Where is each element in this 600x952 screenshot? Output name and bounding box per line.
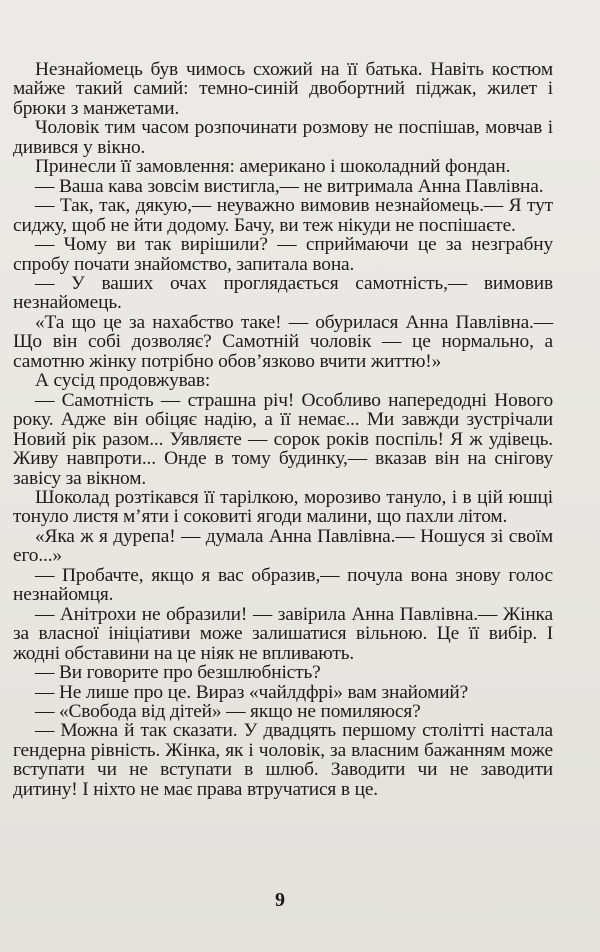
dialogue-line: — Анітрохи не образили! — завірила Анна Павлівна.— Жінка за власної ініціативи може залишатися вільною. Це її вибір. І жодні обставини на це ніяк не впливають. xyxy=(13,603,553,664)
paragraph: Незнайомець був чимось схожий на її батька. Навіть костюм майже такий самий: темно-синій двобортний піджак, жилет і брюки з манжетами. xyxy=(13,59,553,119)
dialogue-line: — Чому ви так вирішили? — сприймаючи це за незграбну спробу почати знайомство, запитала вона. xyxy=(13,234,553,275)
dialogue-line: — Так, так, дякую,— неуважно вимовив незнайомець.— Я тут сиджу, щоб не йти додому. Бачу, ви теж нікуди не поспішаєте. xyxy=(13,195,553,236)
paragraph: Принесли її замовлення: американо і шоколадний фондан. xyxy=(35,156,511,178)
dialogue-line: — Ваша кава зовсім вистигла,— не витримала Анна Павлівна. xyxy=(35,175,544,197)
dialogue-line: — Пробачте, якщо я вас образив,— почула вона знову голос незнайомця. xyxy=(13,564,553,606)
page-number: 9 xyxy=(275,889,285,911)
paragraph: Чоловік тим часом розпочинати розмову не поспішав, мовчав і дивився у вікно. xyxy=(13,117,553,158)
dialogue-line: — Не лише про це. Вираз «чайлдфрі» вам знайомий? xyxy=(35,681,469,703)
dialogue-line: — «Свобода від дітей» — якщо не помиляюся? xyxy=(35,700,421,722)
dialogue-line: — Ви говорите про безшлюбність? xyxy=(35,662,321,684)
dialogue-line: — Самотність — страшна річ! Особливо напередодні Нового року. Адже він обіцяє надію, а її немає... Ми завжди зустрічали Новий рік разом... Уявляєте — сорок років поспіль! Я ж удівець. Живу навпроти... Онде в тому будинку,— вказав він на снігову завісу за вікном. xyxy=(13,389,553,489)
paragraph: Шоколад розтікався її тарілкою, морозиво тануло, і в цій юшці тонуло листя м’яти і соковиті ягоди малини, що пахли літом. xyxy=(13,486,553,528)
dialogue-line: — Можна й так сказати. У двадцять першому столітті настала гендерна рівність. Жінка, як і чоловік, за власним бажанням може вступати чи не вступати в шлюб. Заводити чи не заводити дитину! І ніхто не має права втручатися в це. xyxy=(13,720,553,800)
paragraph: А сусід продовжував: xyxy=(35,370,211,392)
book-page-body xyxy=(13,60,553,799)
inner-thought: «Яка ж я дурепа! — думала Анна Павлівна.— Ношуся зі своїм его...» xyxy=(13,525,553,567)
dialogue-line: — У ваших очах проглядається самотність,— вимовив незнайомець. xyxy=(13,272,553,314)
inner-thought: «Та що це за нахабство таке! — обурилася Анна Павлівна.— Що він собі дозволяє? Самотній чоловік — це нормально, а самотню жінку потрібно обов’язково вчити життю!» xyxy=(13,311,553,372)
